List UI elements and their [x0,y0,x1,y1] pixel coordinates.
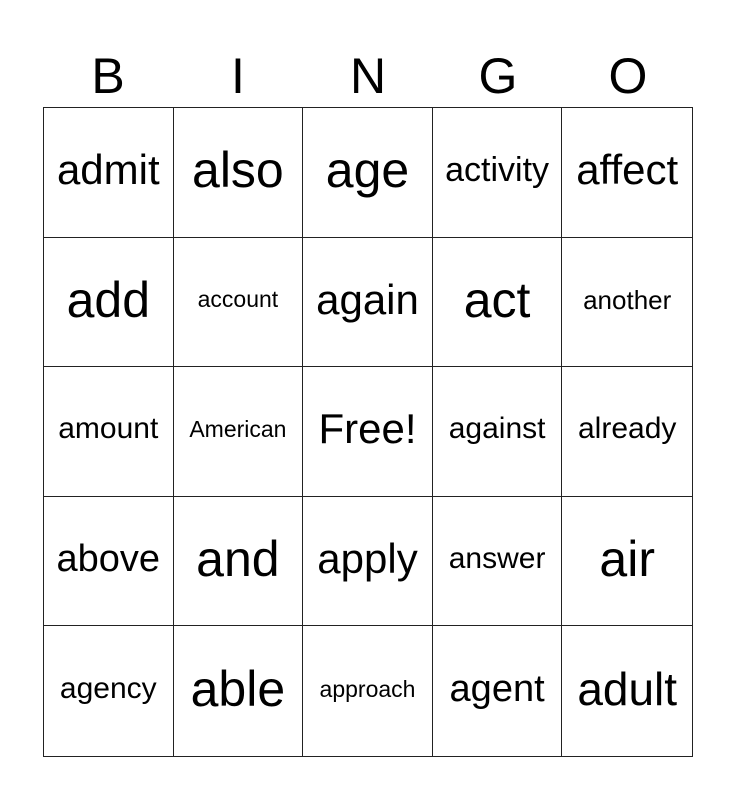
bingo-cell[interactable]: American [174,367,304,497]
bingo-cell[interactable]: and [174,497,304,627]
bingo-cell[interactable]: add [44,238,174,368]
header-letter-g: G [478,48,518,104]
header-letter-n: N [349,48,387,104]
bingo-cell[interactable]: already [562,367,692,497]
header-letter-i: I [231,48,245,104]
bingo-cell[interactable]: admit [44,108,174,238]
bingo-cell[interactable]: air [562,497,692,627]
bingo-cell[interactable]: again [303,238,433,368]
bingo-cell[interactable]: act [433,238,563,368]
bingo-cell[interactable]: agent [433,626,563,756]
bingo-cell[interactable]: amount [44,367,174,497]
bingo-cell[interactable]: adult [577,663,678,716]
header-letter-b: B [91,48,125,104]
bingo-cell[interactable]: agency [44,626,174,756]
bingo-cell[interactable]: able [174,626,304,756]
bingo-cell[interactable]: above [44,497,174,627]
bingo-board [43,107,693,757]
bingo-cell[interactable]: age [303,108,433,238]
bingo-cell[interactable]: activity [433,108,563,238]
bingo-header [43,46,693,106]
bingo-cell[interactable]: against [433,367,563,497]
bingo-cell[interactable]: affect [562,108,692,238]
bingo-cell[interactable]: also [174,108,304,238]
bingo-cell[interactable]: another [562,238,692,368]
bingo-cell[interactable]: account [174,238,304,368]
free-space-cell[interactable]: Free! [303,367,433,497]
header-letter-o: O [608,48,648,104]
bingo-cell[interactable]: apply [303,497,433,627]
bingo-cell[interactable]: approach [303,626,433,756]
bingo-cell[interactable]: answer [433,497,563,627]
